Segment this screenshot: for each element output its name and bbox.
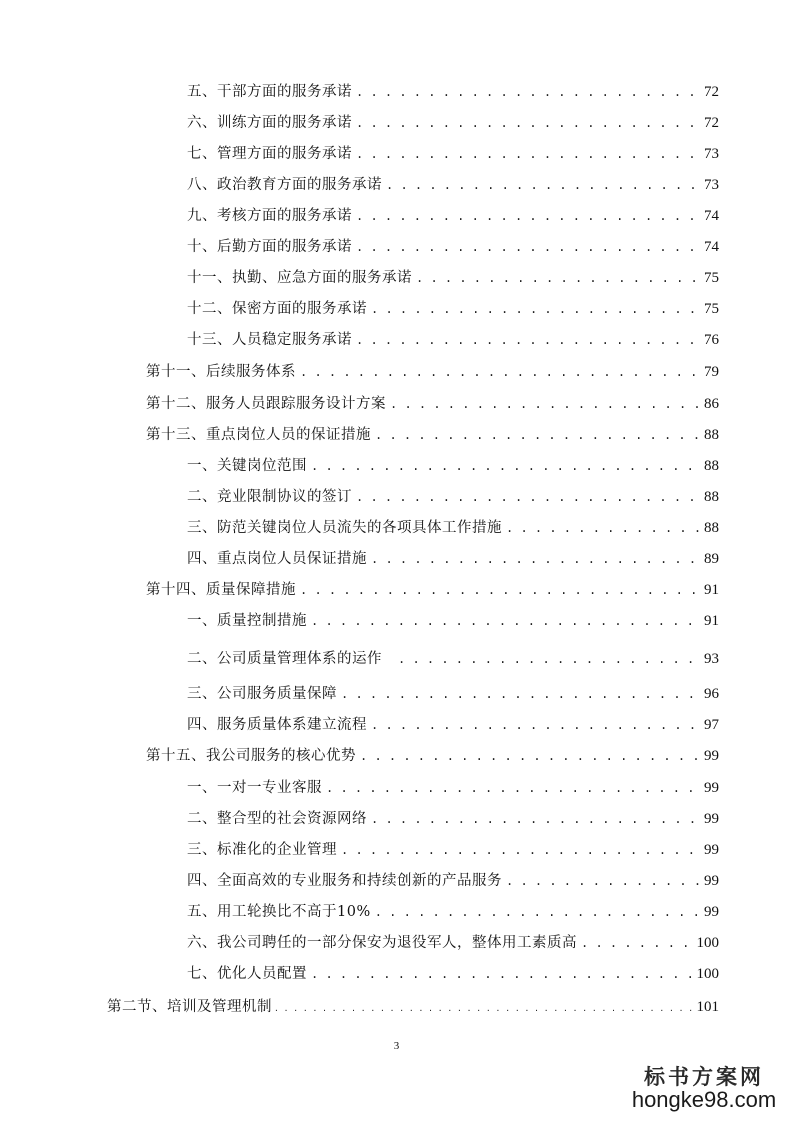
toc-leader [506,871,700,891]
toc-entry-title: 三、防范关键岗位人员流失的各项具体工作措施 [187,520,502,536]
toc-entry-title: 七、管理方面的服务承诺 [187,146,352,162]
toc-entry-page: 75 [704,301,719,317]
toc-entry-page: 100 [696,966,719,982]
toc-entry[interactable] [187,871,719,891]
toc-entry-page: 99 [704,811,719,827]
toc-leader [390,394,700,414]
toc-entry-title: 第十四、质量保障措施 [146,582,296,598]
toc-leader [341,684,700,704]
toc-entry-page: 88 [704,458,719,474]
toc-entry-page: 101 [696,999,719,1015]
toc-entry-page: 89 [704,551,719,567]
watermark [629,1066,779,1112]
toc-entry-title: 第二节、培训及管理机制 [107,999,272,1015]
toc-entry[interactable] [187,902,719,922]
toc-leader [371,715,700,735]
toc-leader [371,299,700,319]
toc-leader [375,425,700,445]
toc-entry-page: 88 [704,489,719,505]
toc-leader [311,611,700,631]
toc-entry-page: 72 [704,84,719,100]
toc-entry-page: 96 [704,686,719,702]
toc-entry[interactable] [187,237,719,257]
toc-entry-page: 99 [704,748,719,764]
toc-entry-title: 一、质量控制措施 [187,613,307,629]
toc-leader [311,964,693,984]
toc-entry[interactable] [187,809,719,829]
toc-entry[interactable] [187,268,719,288]
toc-entry[interactable] [107,997,719,1019]
toc-entry-title: 十一、执勤、应急方面的服务承诺 [187,270,412,286]
toc-entry-title: 四、全面高效的专业服务和持续创新的产品服务 [187,873,502,889]
toc-entry-title: 一、一对一专业客服 [187,780,322,796]
toc-entry-title: 二、整合型的社会资源网络 [187,811,367,827]
watermark-url: hongke98.com [631,1087,777,1112]
toc-leader [356,330,700,350]
toc-entry-title: 第十三、重点岗位人员的保证措施 [146,427,371,443]
toc-entry-title: 四、服务质量体系建立流程 [187,717,367,733]
toc-entry-page: 75 [704,270,719,286]
toc-entry-page: 74 [704,239,719,255]
toc-entry[interactable] [187,113,719,133]
toc-entry-title: 二、竞业限制协议的签订 [187,489,352,505]
toc-leader [356,144,700,164]
toc-entry[interactable] [187,206,719,226]
toc-entry-title: 第十一、后续服务体系 [146,364,296,380]
toc-entry-page: 93 [704,651,719,667]
toc-entry-title: 六、我公司聘任的一部分保安为退役军人，整体用工素质高 [187,935,577,951]
toc-entry[interactable] [146,394,719,414]
toc-leader [360,746,700,766]
toc-entry-page: 74 [704,208,719,224]
toc-entry-page: 79 [704,364,719,380]
toc-entry-title: 九、考核方面的服务承诺 [187,208,352,224]
toc-entry[interactable] [187,715,719,735]
toc-leader [311,456,700,476]
toc-entry[interactable] [146,746,719,766]
toc-entry[interactable] [187,840,719,860]
toc-entry[interactable] [187,456,719,476]
toc-leader [416,268,700,288]
toc-entry[interactable] [187,549,719,569]
toc-leader [356,237,700,257]
toc-leader [356,206,700,226]
toc-entry-page: 88 [704,427,719,443]
toc-entry-page: 73 [704,146,719,162]
toc-leader [356,82,700,102]
page-number: 3 [393,1040,400,1052]
toc-entry[interactable] [187,175,719,195]
toc-entry-title: 五、用工轮换比不高于10% [187,904,371,920]
toc-entry-title: 三、公司服务质量保障 [187,686,337,702]
toc-entry-page: 73 [704,177,719,193]
toc-entry[interactable] [187,144,719,164]
toc-entry-title: 十二、保密方面的服务承诺 [187,301,367,317]
toc-leader [581,933,693,953]
toc-entry[interactable] [187,778,719,798]
toc-leader [371,549,700,569]
toc-leader [506,518,700,538]
toc-leader [326,778,700,798]
toc-entry-page: 100 [696,935,719,951]
toc-leader [386,175,700,195]
toc-entry[interactable] [187,487,719,507]
toc-entry[interactable] [187,518,719,538]
toc-entry[interactable] [146,425,719,445]
toc-entry[interactable] [187,684,719,704]
toc-entry-page: 91 [704,613,719,629]
toc-entry[interactable] [187,299,719,319]
toc-leader [356,487,700,507]
toc-entry-page: 86 [704,396,719,412]
toc-entry[interactable] [146,580,719,600]
watermark-brand: 标书方案网 [644,1064,764,1089]
toc-entry-title: 第十五、我公司服务的核心优势 [146,748,356,764]
toc-entry-page: 72 [704,115,719,131]
toc-leader [300,580,700,600]
toc-entry-title: 十、后勤方面的服务承诺 [187,239,352,255]
toc-entry-title: 四、重点岗位人员保证措施 [187,551,367,567]
toc-leader [274,999,695,1019]
toc-leader [398,649,700,669]
toc-entry-title: 三、标准化的企业管理 [187,842,337,858]
toc-entry-page: 97 [704,717,719,733]
toc-leader [371,809,700,829]
toc-entry-title: 七、优化人员配置 [187,966,307,982]
toc-entry-title: 二、公司质量管理体系的运作 [187,651,382,667]
toc-entry[interactable] [187,330,719,350]
toc-entry-title: 第十二、服务人员跟踪服务设计方案 [146,396,386,412]
toc-leader [300,362,700,382]
toc-entry-title: 一、关键岗位范围 [187,458,307,474]
toc-entry-title: 八、政治教育方面的服务承诺 [187,177,382,193]
toc-leader [356,113,700,133]
toc-entry-page: 99 [704,904,719,920]
toc-entry-page: 99 [704,780,719,796]
toc-entry-title: 五、干部方面的服务承诺 [187,84,352,100]
toc-entry-page: 91 [704,582,719,598]
toc-entry[interactable] [187,964,719,984]
toc-leader [341,840,700,860]
toc-entry-page: 99 [704,842,719,858]
toc-entry-page: 99 [704,873,719,889]
toc-entry-title: 十三、人员稳定服务承诺 [187,332,352,348]
toc-entry-page: 88 [704,520,719,536]
toc-entry[interactable] [187,82,719,102]
toc-entry-page: 76 [704,332,719,348]
toc-entry[interactable] [187,649,719,669]
toc-entry[interactable] [146,362,719,382]
toc-entry[interactable] [187,933,719,953]
toc-entry-title: 六、训练方面的服务承诺 [187,115,352,131]
toc-leader [375,902,700,922]
toc-entry[interactable] [187,611,719,631]
